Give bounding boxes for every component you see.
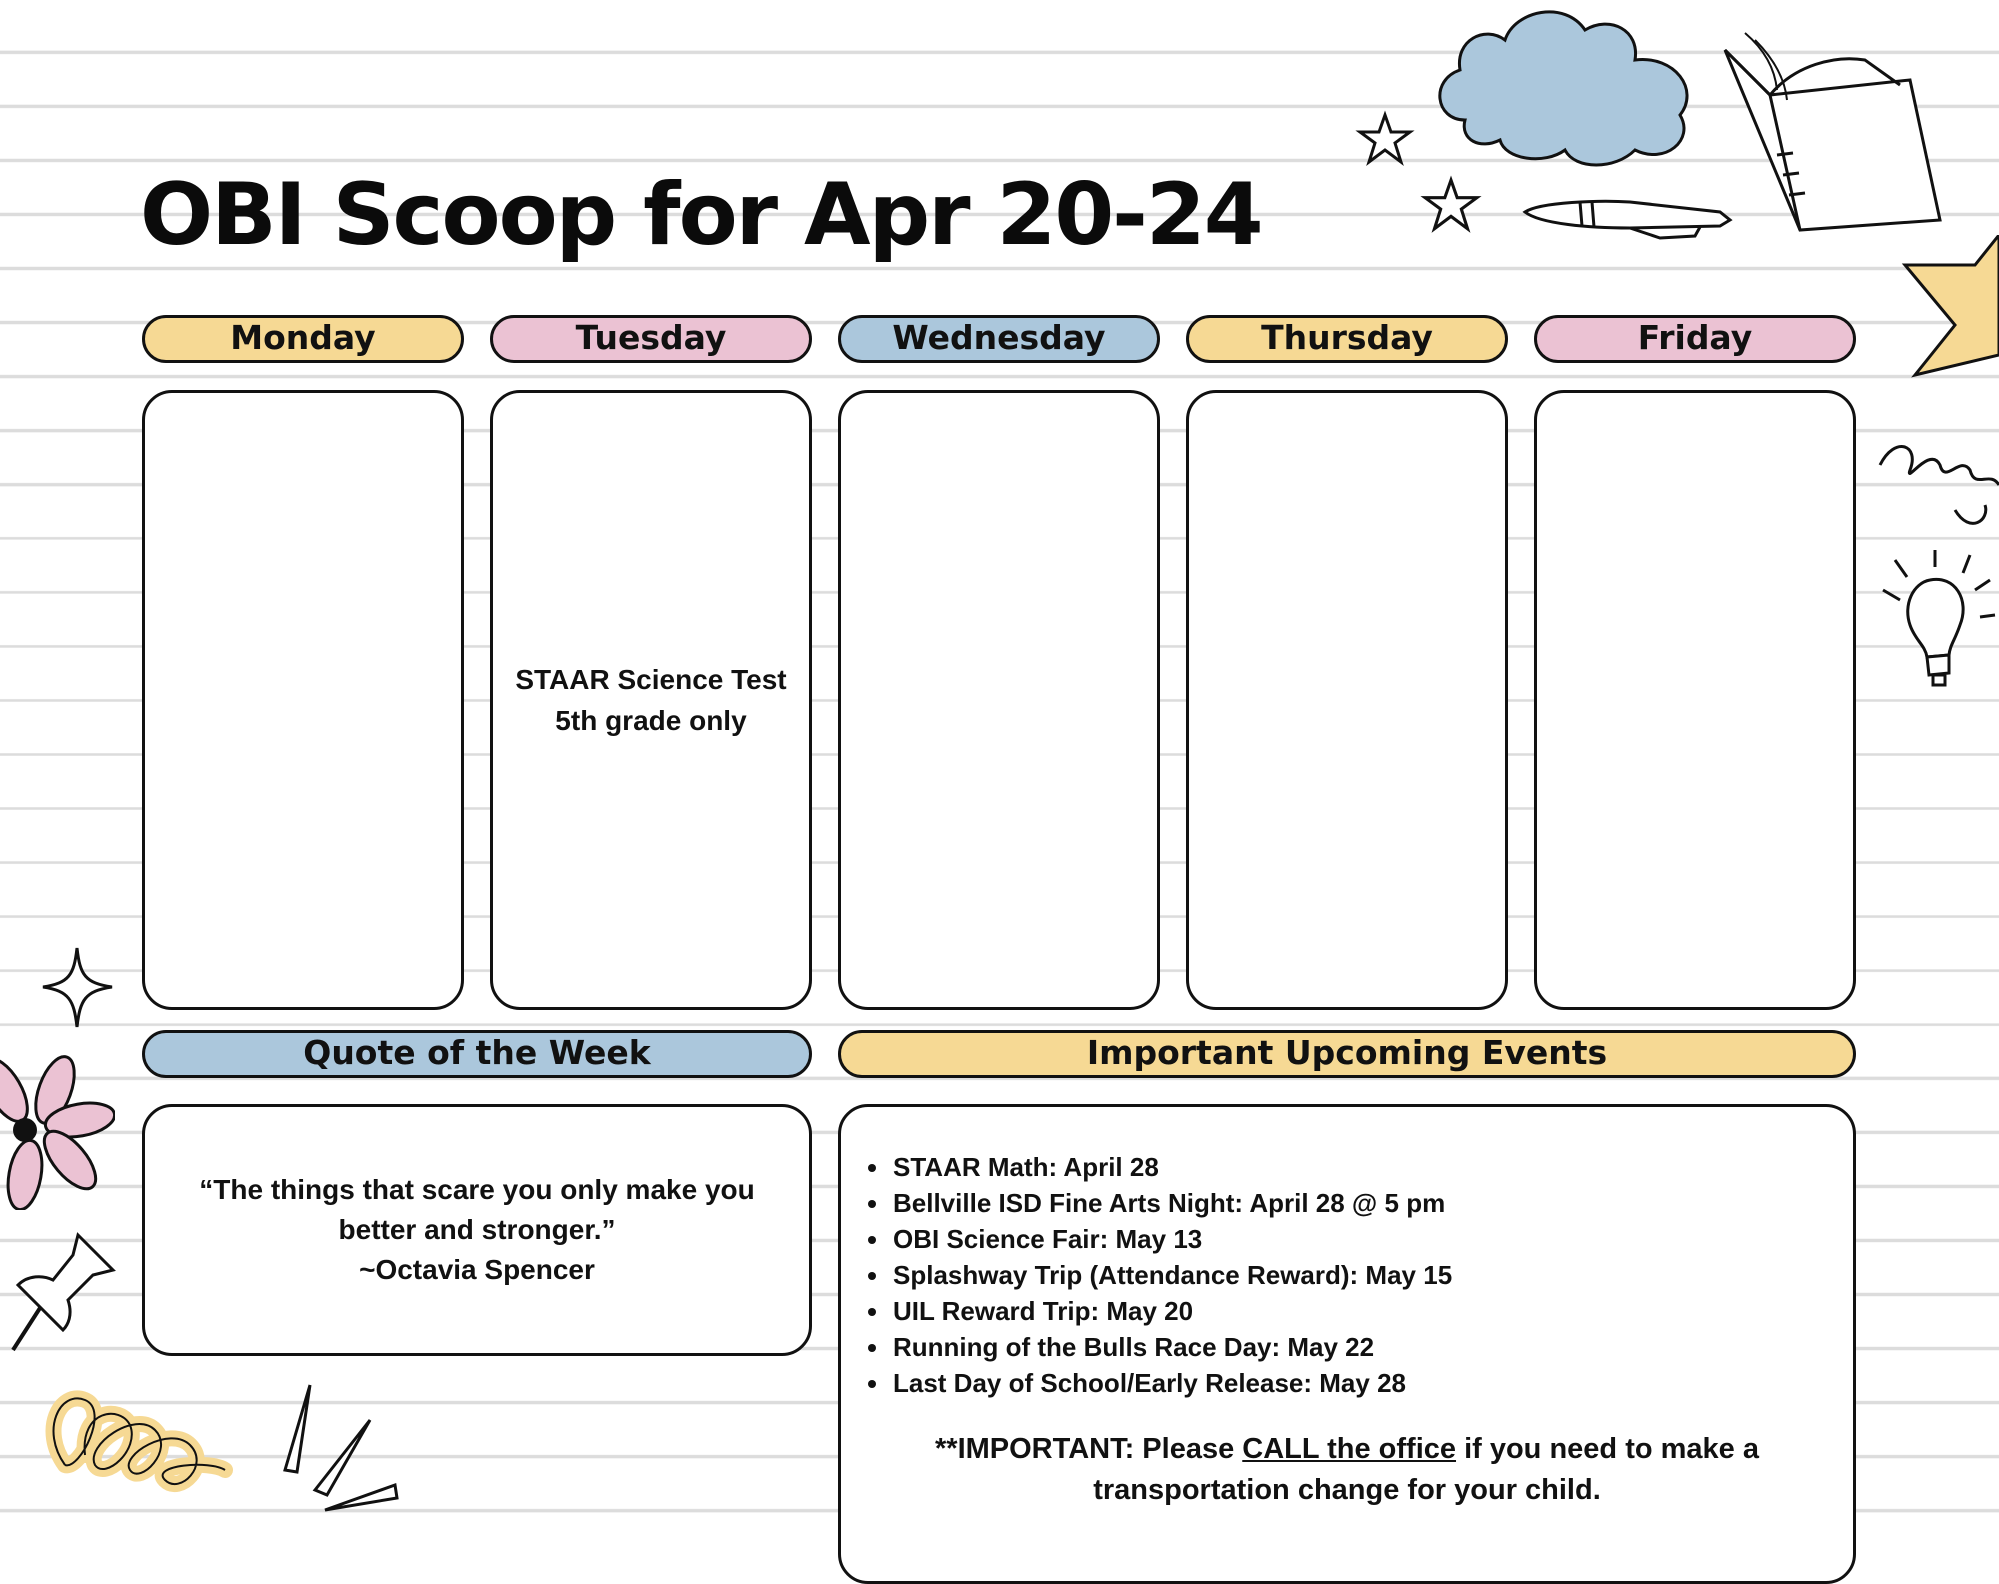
list-item: • Running of the Bulls Race Day: May 22 — [891, 1329, 1853, 1365]
pushpin-icon — [8, 1230, 118, 1355]
day-header-wednesday: Wednesday — [838, 315, 1160, 363]
day-header-thursday: Thursday — [1186, 315, 1508, 363]
quote-line: better and stronger.” — [338, 1214, 616, 1245]
star-icon — [1355, 110, 1415, 170]
list-item: • Bellville ISD Fine Arts Night: April 28 @ 5 pm — [891, 1185, 1853, 1221]
quote-line: “The things that scare you only make you — [199, 1174, 755, 1205]
transportation-notice: **IMPORTANT: Please CALL the office if you need to make a transportation change for your child. — [935, 1433, 1759, 1506]
lightbulb-icon — [1875, 545, 1999, 695]
cloud-icon — [1425, 0, 1715, 175]
list-item: • STAAR Math: April 28 — [891, 1149, 1853, 1185]
squiggle-icon — [40, 1370, 240, 1500]
burst-lines-icon — [275, 1380, 405, 1515]
day-box-tuesday — [490, 390, 812, 1010]
call-office-text: CALL the office — [1242, 1433, 1457, 1465]
day-content-line: STAAR Science Test — [515, 664, 787, 695]
day-box-wednesday — [838, 390, 1160, 1010]
quote-box — [142, 1104, 812, 1356]
events-box — [838, 1104, 1856, 1584]
day-content — [515, 659, 786, 741]
book-icon — [1715, 25, 1950, 240]
quote-text — [199, 1170, 754, 1290]
events-header: Important Upcoming Events — [838, 1030, 1856, 1078]
day-box-monday — [142, 390, 464, 1010]
day-header-tuesday: Tuesday — [490, 315, 812, 363]
squiggle-icon — [1875, 425, 1999, 535]
list-item: • OBI Science Fair: May 13 — [891, 1221, 1853, 1257]
quote-header: Quote of the Week — [142, 1030, 812, 1078]
events-list — [841, 1149, 1853, 1401]
day-header-friday: Friday — [1534, 315, 1856, 363]
flower-icon — [0, 1050, 115, 1210]
page-title: OBI Scoop for Apr 20-24 — [140, 165, 1262, 265]
day-header-monday: Monday — [142, 315, 464, 363]
list-item: • Splashway Trip (Attendance Reward): May 15 — [891, 1257, 1853, 1293]
day-box-thursday — [1186, 390, 1508, 1010]
star-icon — [1420, 175, 1482, 237]
pen-icon — [1520, 190, 1740, 250]
star-icon — [1895, 235, 1999, 435]
list-item: • UIL Reward Trip: May 20 — [891, 1293, 1853, 1329]
list-item: • Last Day of School/Early Release: May 28 — [891, 1365, 1853, 1401]
day-box-friday — [1534, 390, 1856, 1010]
sparkle-icon — [40, 945, 115, 1030]
day-content-line: 5th grade only — [555, 705, 747, 736]
quote-author: ~Octavia Spencer — [359, 1254, 595, 1285]
